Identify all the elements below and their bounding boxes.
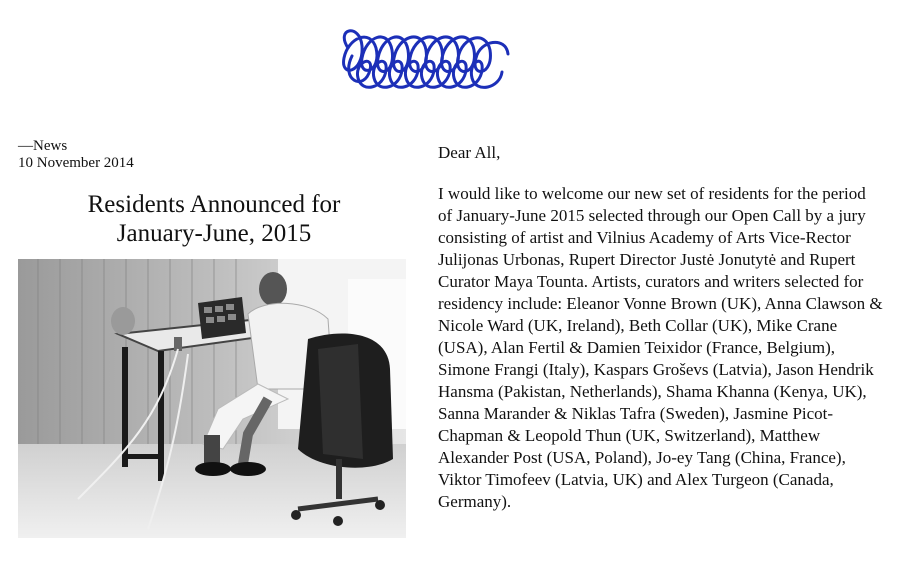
article-date: 10 November 2014	[18, 155, 134, 171]
scribble-loops-logo-icon[interactable]	[330, 18, 520, 98]
letter-body: I would like to welcome our new set of residents for the period of January-June 2015 selected through our Open Call by a jury consisting of artist and Vilnius Academy of Arts Vice-Rector Julijonas Urbonas, Rupert Director Justė Jonutytė and Rupert Curator Maya Tounta. Artists, curators and writers selected for residency include: Eleanor Vonne Brown (UK), Anna Clawson & Nicole Ward (UK, Ireland), Beth Collar (UK), Mike Crane (USA), Alan Fertil & Damien Teixidor (France, Belgium), Simone Frangi (Italy), Kaspars Groševs (Latvia), Jason Hendrik Hansma (Pakistan, Netherlands), Shama Khanna (Kenya, UK), Sanna Marander & Niklas Tafra (Sweden), Jasmine Picot-Chapman & Leopold Thun (UK, Switzerland), Matthew Alexander Post (USA, Poland), Jo-ey Tang (China, France), Viktor Timofeev (Latvia, UK) and Alex Turgeon (Canada, Germany).	[438, 184, 883, 511]
article-title-line-2: January-June, 2015	[116, 220, 312, 247]
letter	[438, 142, 883, 513]
article-header	[18, 138, 408, 248]
section-label[interactable]: —News	[18, 138, 68, 154]
person-working-at-desk-photo-icon	[18, 259, 406, 538]
article-title-line-1: Residents Announced for	[87, 191, 341, 218]
article-photo	[18, 259, 406, 538]
article-title	[18, 190, 410, 248]
letter-greeting: Dear All,	[438, 143, 501, 162]
